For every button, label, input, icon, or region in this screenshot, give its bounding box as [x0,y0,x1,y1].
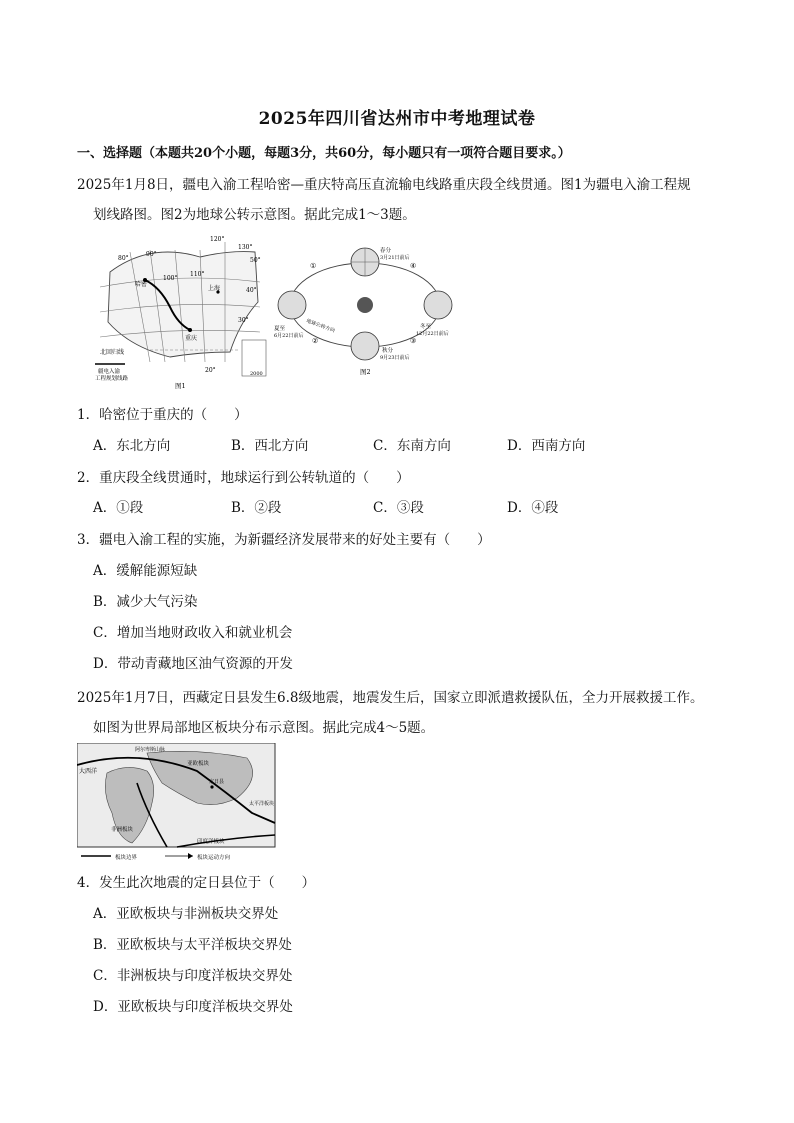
scale-label: 2000 [250,371,263,377]
autumn-date: 9月23日前后 [380,355,410,361]
dingri-dot [210,785,213,788]
question-1-options [93,434,585,454]
indian-label: 印度洋板块 [197,839,225,845]
sun-icon [357,297,373,313]
winter-label: 冬至 [420,324,432,330]
figure-1-route-map [90,232,270,392]
intro-paragraph-1 [77,170,727,230]
intro1-line2: 划线路图。图2为地球公转示意图。据此完成1～3题。 [93,207,416,223]
spring-date: 3月21日前后 [380,255,410,261]
spring-label: 春分 [380,248,392,254]
lat-40: 40° [246,287,257,294]
q2-option-c[interactable]: C．③段 [373,500,424,516]
lon-100: 100° [163,275,178,282]
legend-direction: 板块运动方向 [197,855,231,861]
question-3: 3．疆电入渝工程的实施，为新疆经济发展带来的好处主要有（ ） [77,532,491,548]
intro2-line2: 如图为世界局部地区板块分布示意图。据此完成4～5题。 [93,720,435,736]
lon-110: 110° [190,271,205,278]
hami-label: 哈密 [135,281,148,288]
q1-option-b[interactable]: B．西北方向 [231,438,309,454]
q4-option-d[interactable]: D．亚欧板块与印度洋板块交界处 [93,999,293,1015]
legend-boundary: 板块边界 [115,855,138,861]
africa-label: 非洲板块 [111,827,134,833]
q2-option-d[interactable]: D．④段 [507,500,559,516]
q3-option-d[interactable]: D．带动青藏地区油气资源的开发 [93,656,293,672]
direction-label: 地球公转方向 [305,318,336,335]
segment-1: ① [310,262,317,270]
chongqing-label: 重庆 [185,335,198,342]
question-2-options [93,496,558,516]
atlantic-label: 大西洋 [79,768,98,775]
segment-3: ③ [410,337,417,345]
tropic-label: 北回归线 [100,349,125,356]
q3-option-c[interactable]: C．增加当地财政收入和就业机会 [93,625,293,641]
segment-4: ④ [410,262,417,270]
intro2-line1: 2025年1月7日，西藏定日县发生6.8级地震，地震发生后，国家立即派遣救援队伍，全力开展救援工作。 [77,690,704,706]
lon-130: 130° [238,244,253,251]
segment-2: ② [312,337,319,345]
q3-option-a[interactable]: A．缓解能源短缺 [93,563,198,579]
intro1-line1: 2025年1月8日，疆电入渝工程哈密—重庆特高压直流输电线路重庆段全线贯通。图1为疆电入渝工程规 [77,177,691,193]
legend-line-label2: 工程规划线路 [95,376,129,382]
q1-option-c[interactable]: C．东南方向 [373,438,451,454]
figure-2-caption: 图2 [360,368,371,376]
lat-50: 50° [250,257,261,264]
summer-date: 6月22日前后 [274,333,304,339]
shanghai-label: 上海 [208,285,221,292]
earth-winter-icon [424,291,452,319]
legend-line-label: 疆电入渝 [98,369,121,375]
figure-2-revolution [270,240,460,380]
lon-80: 80° [118,255,129,262]
figure-3-plate-map [77,743,277,863]
winter-date: 12月22日前后 [416,331,449,337]
earth-summer-icon [278,291,306,319]
lat-20: 20° [205,367,216,374]
chongqing-dot [188,328,192,332]
q1-option-a[interactable]: A．东北方向 [93,438,171,454]
question-1: 1．哈密位于重庆的（ ） [77,407,248,423]
lon-120: 120° [210,236,225,243]
page-title: 2025年四川省达州市中考地理试卷 [258,109,536,129]
summer-label: 夏至 [274,326,286,332]
q4-option-a[interactable]: A．亚欧板块与非洲板块交界处 [93,906,279,922]
lat-30: 30° [238,317,249,324]
dingri-label: 定日县 [209,779,225,785]
eurasia-label: 亚欧板块 [187,761,210,767]
lon-90: 90° [146,251,157,258]
figure-1-caption: 图1 [175,382,186,390]
autumn-label: 秋分 [382,348,394,354]
q2-option-b[interactable]: B．②段 [231,500,282,516]
q1-option-d[interactable]: D．西南方向 [507,438,586,454]
question-4: 4．发生此次地震的定日县位于（ ） [77,875,316,891]
alps-label: 阿尔卑斯山脉 [135,747,166,753]
q2-option-a[interactable]: A．①段 [93,500,144,516]
intro-paragraph-2 [77,683,727,743]
earth-autumn-icon [351,332,379,360]
section-heading: 一、选择题（本题共20个小题，每题3分，共60分，每小题只有一项符合题目要求。） [77,146,571,161]
q3-option-b[interactable]: B．减少大气污染 [93,594,198,610]
q4-option-c[interactable]: C．非洲板块与印度洋板块交界处 [93,968,293,984]
pacific-label: 太平洋板块 [249,801,275,807]
question-2: 2．重庆段全线贯通时，地球运行到公转轨道的（ ） [77,470,410,486]
q4-option-b[interactable]: B．亚欧板块与太平洋板块交界处 [93,937,292,953]
